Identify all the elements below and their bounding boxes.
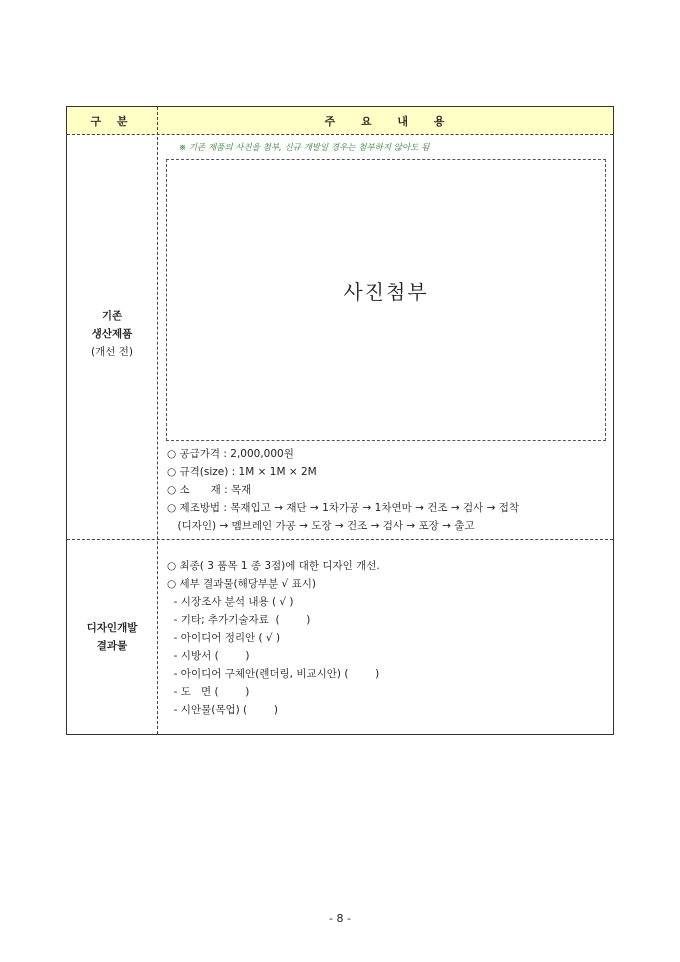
- existing-product-label: [67, 307, 157, 361]
- table-header-row: [67, 107, 613, 135]
- result-item: - 시장조사 분석 내용 ( √ ): [167, 596, 294, 608]
- spec-item: ○ 공급가격 : 2,000,000원: [167, 448, 294, 460]
- result-item: - 시방서 ( ): [167, 650, 250, 662]
- result-item: - 아이디어 구체안(렌더링, 비교시안) ( ): [167, 668, 380, 680]
- result-item: - 시안물(목업) ( ): [167, 704, 278, 716]
- result-list: [167, 557, 380, 719]
- page-number: - 8 -: [329, 912, 351, 925]
- existing-label-line2: 생산제품: [91, 328, 133, 340]
- spec-item: (디자인) → 멤브레인 가공 → 도장 → 건조 → 검사 → 포장 → 출고: [167, 520, 475, 532]
- design-result-label: [67, 619, 157, 655]
- header-main-content: 주 요 내 용: [324, 114, 447, 128]
- result-label-line1: 디자인개발: [86, 622, 138, 634]
- spec-item: ○ 제조방법 : 목재입고 → 재단 → 1차가공 → 1차연마 → 건조 → 검사 → 접착: [167, 502, 520, 514]
- result-item: ○ 최종( 3 품목 1 종 3점)에 대한 디자인 개선.: [167, 560, 380, 572]
- existing-label-line1: 기존: [101, 310, 123, 322]
- photo-attachment-box[interactable]: [166, 159, 606, 441]
- existing-spec-list: [167, 445, 519, 535]
- column-divider: [157, 107, 158, 734]
- result-item: - 기타; 추가기술자료 ( ): [167, 614, 311, 626]
- content-table: [66, 106, 614, 735]
- result-item: - 도 면 ( ): [167, 686, 250, 698]
- result-label-line2: 결과물: [96, 640, 128, 652]
- result-item: ○ 세부 결과물(해당부분 √ 표시): [167, 578, 316, 590]
- photo-note: ※ 기존 제품의 사진을 첨부, 신규 개발일 경우는 첨부하지 않아도 됨: [179, 143, 430, 153]
- row-divider: [67, 539, 613, 540]
- spec-item: ○ 소 재 : 목재: [167, 484, 252, 496]
- spec-item: ○ 규격(size) : 1M × 1M × 2M: [167, 466, 317, 478]
- photo-placeholder-text: 사진첨부: [343, 279, 429, 304]
- result-item: - 아이디어 정리안 ( √ ): [167, 632, 281, 644]
- existing-label-line3: (개선 전): [91, 346, 133, 358]
- header-category: 구 분: [90, 114, 134, 128]
